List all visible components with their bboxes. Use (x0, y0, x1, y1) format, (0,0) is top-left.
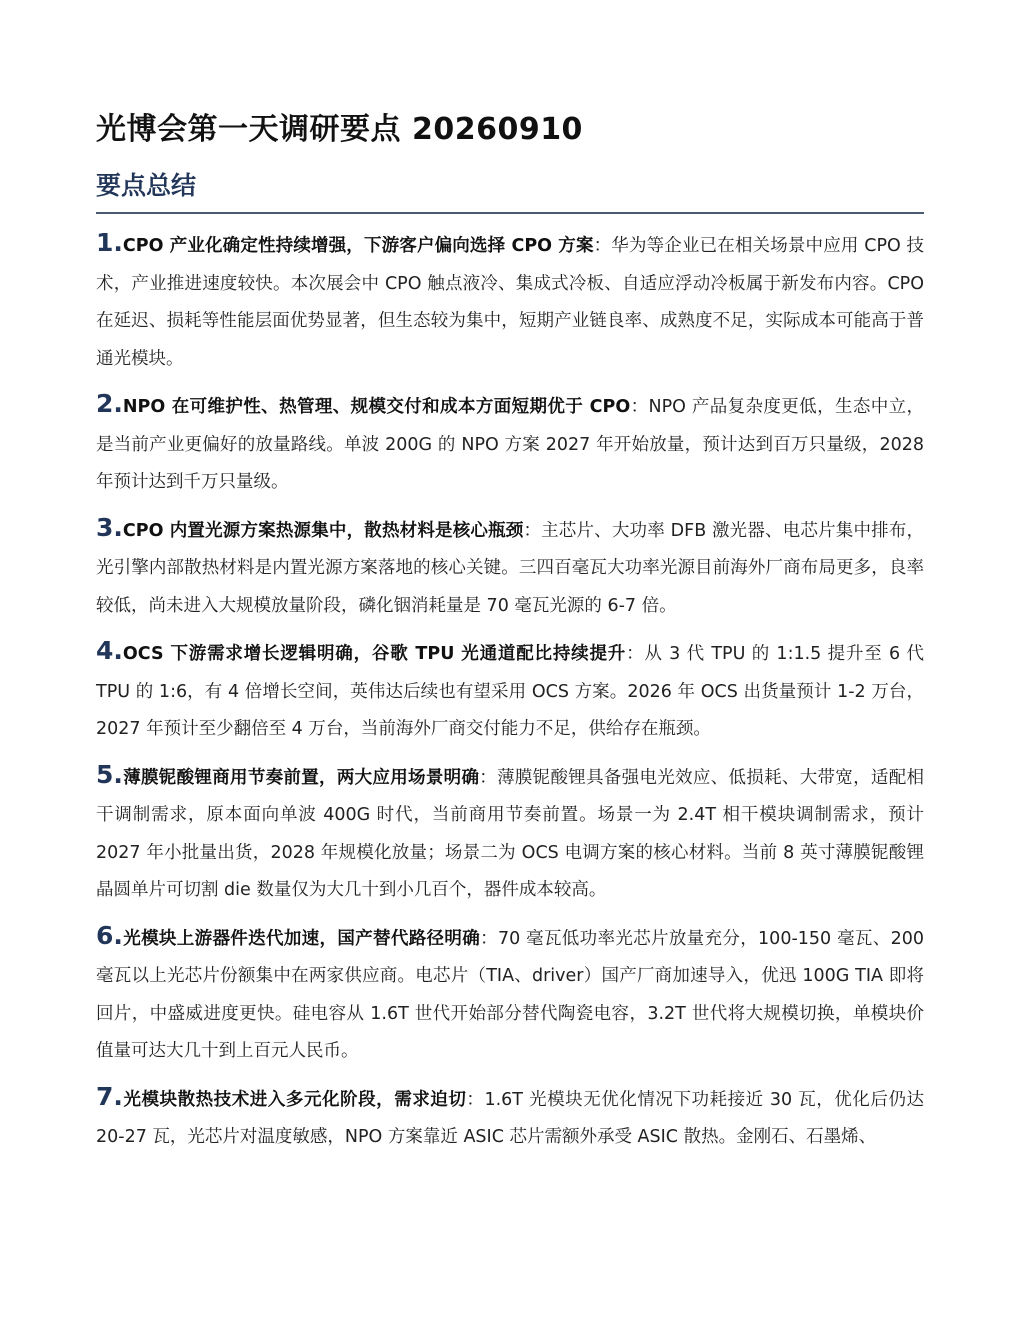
section-divider (96, 212, 924, 214)
point-separator: ： (523, 520, 542, 541)
key-points-list (96, 224, 924, 1164)
key-point-6 (96, 917, 924, 1071)
key-point-4 (96, 632, 924, 749)
point-heading: NPO 在可维护性、热管理、规模交付和成本方面短期优于 CPO (122, 397, 631, 417)
point-separator: ： (479, 767, 498, 788)
point-heading: 光模块上游器件迭代加速，国产替代路径明确 (122, 928, 481, 949)
key-point-1 (96, 224, 924, 378)
point-heading: OCS 下游需求增长逻辑明确，谷歌 TPU 光通道配比持续提升 (122, 644, 627, 664)
key-point-2 (96, 385, 924, 502)
point-body: 薄膜铌酸锂具备强电光效应、低损耗、大带宽，适配相干调制需求，原本面向单波 400G 时代，当前商用节奏前置。场景一为 2.4T 相干模块调制需求，预计 2027 年小批量出货，2028 年规模化放量；场景二为 OCS 电调方案的核心材料。当前 8 英寸薄膜铌酸锂晶圆单片可切割 die 数量仅为大几十到小几百个，器件成本较高。 (96, 767, 925, 900)
point-body: NPO 产品复杂度更低，生态中立，是当前产业更偏好的放量路线。单波 200G 的 NPO 方案 2027 年开始放量，预计达到百万只量级，2028 年预计达到千万只量级。 (96, 397, 925, 492)
point-heading: CPO 内置光源方案热源集中，散热材料是核心瓶颈 (122, 520, 524, 541)
point-separator: ： (466, 1089, 485, 1110)
point-number: 3. (96, 512, 123, 542)
point-separator: ： (480, 928, 498, 949)
point-separator: ： (593, 236, 612, 256)
point-body: 70 毫瓦低功率光芯片放量充分，100-150 毫瓦、200 毫瓦以上光芯片份额集中在两家供应商。电芯片（TIA、driver）国产厂商加速导入，优迅 100G TIA 即将回片，中盛威进度更快。硅电容从 1.6T 世代开始部分替代陶瓷电容，3.2T 世代将大规模切换，单模块价值量可达大几十到上百元人民币。 (96, 928, 925, 1061)
point-body: 华为等企业已在相关场景中应用 CPO 技术，产业推进速度较快。本次展会中 CPO 触点液冷、集成式冷板、自适应浮动冷板属于新发布内容。CPO 在延迟、损耗等性能层面优势显著，但生态较为集中，短期产业链良率、成熟度不足，实际成本可能高于普通光模块。 (96, 236, 925, 369)
point-number: 4. (96, 636, 123, 665)
key-point-3 (96, 509, 924, 626)
point-body: 主芯片、大功率 DFB 激光器、电芯片集中排布，光引擎内部散热材料是内置光源方案落地的核心关键。三四百毫瓦大功率光源目前海外厂商布局更多，良率较低，尚未进入大规模放量阶段，磷化铟消耗量是 70 毫瓦光源的 6-7 倍。 (96, 520, 925, 616)
point-body: 从 3 代 TPU 的 1:1.5 提升至 6 代 TPU 的 1:6，有 4 倍增长空间，英伟达后续也有望采用 OCS 方案。2026 年 OCS 出货量预计 1-2 万台，2027 年预计至少翻倍至 4 万台，当前海外厂商交付能力不足，供给存在瓶颈。 (96, 644, 924, 739)
point-number: 7. (96, 1081, 123, 1111)
document-title: 光博会第一天调研要点 20260910 (96, 112, 583, 147)
key-point-7 (96, 1078, 924, 1157)
point-number: 6. (96, 920, 123, 950)
key-point-5 (96, 756, 924, 910)
point-separator: ： (630, 397, 649, 417)
point-number: 2. (96, 389, 123, 418)
point-number: 1. (96, 228, 123, 257)
section-title: 要点总结 (96, 171, 197, 200)
point-separator: ： (626, 644, 645, 664)
point-body: 1.6T 光模块无优化情况下功耗接近 30 瓦，优化后仍达 20-27 瓦，光芯片对温度敏感，NPO 方案靠近 ASIC 芯片需额外承受 ASIC 散热。金刚石、石墨烯、 (96, 1089, 925, 1147)
point-heading: 薄膜铌酸锂商用节奏前置，两大应用场景明确 (122, 767, 480, 788)
point-number: 5. (96, 759, 123, 789)
point-heading: 光模块散热技术进入多元化阶段，需求迫切 (122, 1089, 467, 1110)
point-heading: CPO 产业化确定性持续增强，下游客户偏向选择 CPO 方案 (122, 236, 594, 256)
